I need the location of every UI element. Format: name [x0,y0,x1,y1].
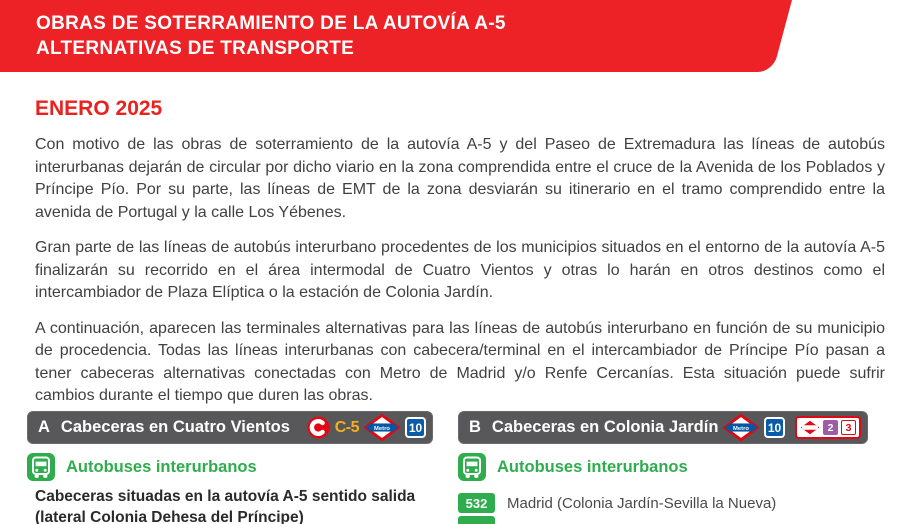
section-colonia-jardin [458,411,868,524]
section-b-title: Cabeceras en Colonia Jardín [491,418,719,436]
paragraph-3: A continuación, aparecen las terminales alternativas para las líneas de autobús interurbano en función de su municipio de procedencia. Todas las líneas interurbanas con cabecera/terminal en el intercambiador de Príncipe Pío pasan a tener cabeceras alternativas conectadas con Metro de Madrid y/o Renfe Cercanías. Esta situación puede sufrir cambios durante el tiempo que duren las obras. [35,319,885,404]
section-a-transit-icons [307,414,426,441]
metro-ligero-badge [795,416,861,439]
bus-icon [458,453,486,481]
cercanias-icon [307,416,330,439]
banner [36,11,506,61]
metro-madrid-logo-icon [364,414,400,441]
metro-line-10-badge: 10 [764,417,785,438]
section-b-letter: B [469,418,481,436]
section-cuatro-vientos [27,411,433,524]
section-a-letter: A [38,418,50,436]
paragraph-1: Con motivo de las obras de soterramiento de la autovía A-5 y del Paseo de Extremadura las líneas de autobús interurbanas dejarán de circular por dicho viario en la zona comprendida entre el cruce de la Avenida de los Poblados y Príncipe Pío. Por su parte, las líneas de EMT de la zona desviarán su itinerario en el tramo comprendido entre la avenida de Portugal y la calle Los Yébenes. [35,136,885,221]
bus-icon [27,453,55,481]
ml-line-3-badge: 3 [841,420,856,435]
cercanias-line-label: C-5 [334,418,359,436]
section-b-subheader [458,453,868,481]
banner-title-line1: OBRAS DE SOTERRAMIENTO DE LA AUTOVÍA A-5 [36,13,506,34]
section-b-transit-icons [723,414,861,441]
ml-line-2-badge: 2 [823,420,838,435]
metro-logo-text: Metro [733,425,749,432]
banner-title-line2: ALTERNATIVAS DE TRANSPORTE [36,38,355,59]
metro-line-10-badge: 10 [405,417,426,438]
section-a-header [27,411,433,444]
section-a-note: Cabeceras situadas en la autovía A-5 sentido salida (lateral Colonia Dehesa del Príncipe) [35,488,416,524]
metro-ligero-logo-icon [800,420,820,435]
section-a-subheader [27,453,433,481]
intro-content [0,72,900,408]
paragraph-2: Gran parte de las líneas de autobús interurbano procedentes de los municipios situados en el entorno de la autovía A-5 finalizarán su recorrido en el área intermodal de Cuatro Vientos y otras lo harán en otros destinos como el intercambiador de Plaza Elíptica o la estación de Colonia Jardín. [35,239,885,301]
route-badge-partial [458,516,495,524]
date-heading: ENERO 2025 [35,97,163,120]
route-row [458,493,868,513]
section-a-subsection-title: Autobuses interurbanos [66,457,257,476]
section-b-header [458,411,868,444]
terminals-columns [27,411,868,524]
route-532-name: Madrid (Colonia Jardín-Sevilla la Nueva) [507,494,777,512]
section-b-subsection-title: Autobuses interurbanos [497,457,688,476]
section-a-title: Cabeceras en Cuatro Vientos [60,418,290,436]
metro-madrid-logo-icon [723,414,759,441]
metro-logo-text: Metro [374,425,390,432]
route-532-badge: 532 [458,493,495,513]
